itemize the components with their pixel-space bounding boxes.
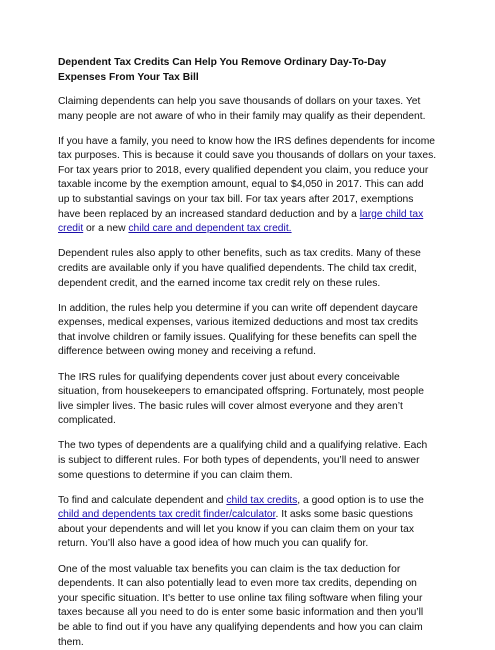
link-large-child-tax-credit[interactable]: large child tax credit bbox=[58, 208, 424, 235]
paragraph-irs-rules: The IRS rules for qualifying dependents cover just about every conceivable situation, from housekeepers to emancipated offspring. Fortunately, most people live simpler lives. The basic rules will cover almost everyone and they aren’t complicated. bbox=[58, 371, 424, 427]
paragraph-text: . It asks some basic questions about your dependents and will let you know if you can claim them on your tax return. You’ll also have a good idea of how much you can qualify for. bbox=[58, 509, 415, 550]
paragraph-text: If you have a family, you need to know how the IRS defines dependents for income tax purposes. This is because it could save you thousands of dollars on your taxes. For tax years prior to 2018, every qualified dependent you claim, you reduce your taxable income by the exemption amount, equal to $4,050 in 2017. This can add up to substantial savings on your tax bill. For tax years after 2017, exemptions have been replaced by an increased standard deduction and by a bbox=[58, 135, 437, 220]
document-title: Dependent Tax Credits Can Help You Remove Ordinary Day-To-Day Expenses From Your Tax Bill bbox=[58, 57, 387, 83]
link-child-tax-credits[interactable]: child tax credits bbox=[226, 494, 298, 506]
paragraph-two-types: The two types of dependents are a qualifying child and a qualifying relative. Each is subject to different rules. For both types of dependents, you’ll need to answer some questions to determine if you can claim them. bbox=[58, 440, 428, 481]
paragraph-irs-dependents bbox=[58, 135, 437, 237]
paragraph-dependent-rules: Dependent rules also apply to other benefits, such as tax credits. Many of these credits are available only if you have qualified dependents. The child tax credit, dependent credit, and the earned income tax credit rely on these rules. bbox=[58, 248, 421, 289]
paragraph-text: or a new bbox=[83, 223, 129, 235]
paragraph-valuable-benefits: One of the most valuable tax benefits you can claim is the tax deduction for dependents. It can also potentially lead to even more tax credits, depending on your specific situation. It’s better to use online tax filing software when filing your taxes because all you need to do is enter some basic information and then you’ll be able to find out if you have any qualifying dependents and how you can claim them. bbox=[58, 563, 424, 648]
paragraph-intro: Claiming dependents can help you save thousands of dollars on your taxes. Yet many people are not aware of who in their family may qualify as their dependent. bbox=[58, 96, 426, 122]
link-tax-credit-calculator[interactable]: child and dependents tax credit finder/calculator bbox=[58, 509, 276, 521]
link-child-care-dependent-tax-credit[interactable]: child care and dependent tax credit. bbox=[128, 223, 292, 235]
paragraph-calculator bbox=[58, 494, 437, 552]
paragraph-text: To find and calculate dependent and bbox=[58, 494, 227, 506]
paragraph-write-off: In addition, the rules help you determine if you can write off dependent daycare expenses, medical expenses, various itemized deductions and most tax credits that involve children or family issues. Qualifying for these benefits can spell the difference between owing money and receiving a refund. bbox=[58, 302, 419, 358]
paragraph-text: , a good option is to use the bbox=[297, 494, 424, 506]
